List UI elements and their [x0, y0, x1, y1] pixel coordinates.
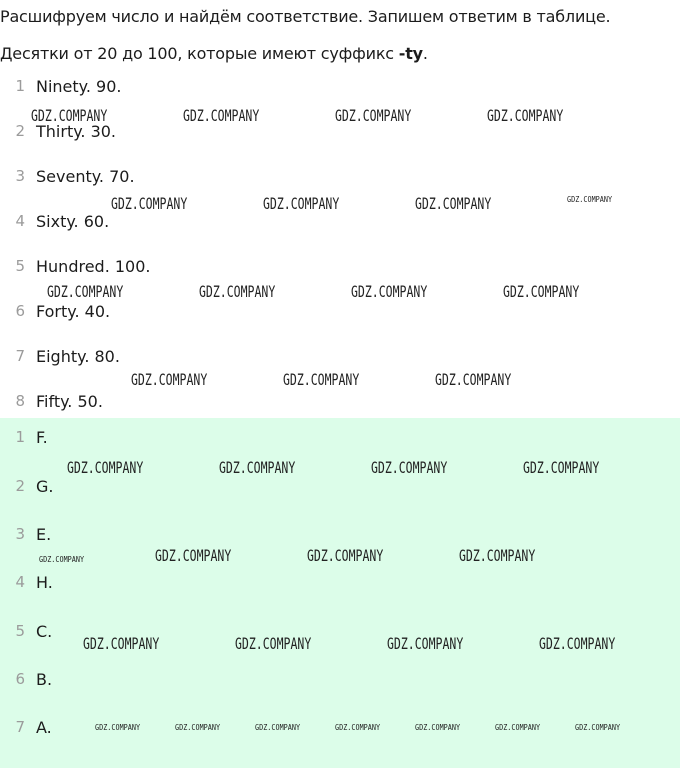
- answer-letter: G.: [36, 476, 54, 496]
- list-item: [0, 300, 110, 322]
- watermark: GDZ.COMPANY: [95, 723, 141, 732]
- row-text: Eighty. 80.: [36, 346, 120, 366]
- watermark: GDZ.COMPANY: [415, 723, 461, 732]
- watermark: GDZ.COMPANY: [495, 723, 541, 732]
- watermark: GDZ.COMPANY: [235, 634, 312, 653]
- row-number: 2: [15, 122, 25, 140]
- row-text: Fifty. 50.: [36, 391, 103, 411]
- answer-item: [0, 716, 52, 738]
- row-text: Ninety. 90.: [36, 76, 122, 96]
- task-instruction: Расшифруем число и найдём соответствие. Запишем ответим в таблице.: [0, 7, 611, 26]
- watermark: GDZ.COMPANY: [175, 723, 221, 732]
- row-number: 7: [15, 347, 25, 365]
- list-item: [0, 390, 103, 412]
- answer-letter: F.: [36, 427, 48, 447]
- watermark: GDZ.COMPANY: [435, 370, 512, 389]
- row-text: Hundred. 100.: [36, 256, 151, 276]
- watermark: GDZ.COMPANY: [255, 723, 301, 732]
- watermark: GDZ.COMPANY: [39, 555, 85, 564]
- row-text: Forty. 40.: [36, 301, 111, 321]
- watermark: GDZ.COMPANY: [539, 634, 616, 653]
- list-item: [0, 165, 135, 187]
- list-item: [0, 255, 151, 277]
- answer-letter: C.: [36, 621, 53, 641]
- answer-letter: A.: [36, 717, 52, 737]
- row-text: Sixty. 60.: [36, 211, 110, 231]
- list-item: [0, 345, 120, 367]
- row-number: 4: [15, 212, 25, 230]
- answer-number: 4: [15, 573, 25, 591]
- watermark: GDZ.COMPANY: [335, 106, 412, 125]
- answer-letter: B.: [36, 669, 53, 689]
- watermark: GDZ.COMPANY: [83, 634, 160, 653]
- watermark: GDZ.COMPANY: [263, 194, 340, 213]
- watermark: GDZ.COMPANY: [387, 634, 464, 653]
- subtitle-period: .: [422, 44, 428, 63]
- answer-number: 6: [15, 670, 25, 688]
- watermark: GDZ.COMPANY: [335, 723, 381, 732]
- list-item: [0, 75, 121, 97]
- row-number: 6: [15, 302, 25, 320]
- row-text: Thirty. 30.: [36, 121, 117, 141]
- answer-item: [0, 571, 53, 593]
- row-number: 3: [15, 167, 25, 185]
- watermark: GDZ.COMPANY: [415, 194, 492, 213]
- watermark: GDZ.COMPANY: [307, 546, 384, 565]
- watermark: GDZ.COMPANY: [487, 106, 564, 125]
- answer-item: [0, 523, 51, 545]
- watermark: GDZ.COMPANY: [575, 723, 621, 732]
- watermark: GDZ.COMPANY: [523, 458, 600, 477]
- answer-item: [0, 475, 53, 497]
- answer-item: [0, 426, 48, 448]
- watermark: GDZ.COMPANY: [351, 282, 428, 301]
- watermark: GDZ.COMPANY: [567, 195, 613, 204]
- row-number: 1: [15, 77, 25, 95]
- watermark: GDZ.COMPANY: [67, 458, 144, 477]
- watermark: GDZ.COMPANY: [155, 546, 232, 565]
- answer-number: 3: [15, 525, 25, 543]
- watermark: GDZ.COMPANY: [503, 282, 580, 301]
- task-subtitle: [0, 43, 428, 65]
- watermark: GDZ.COMPANY: [371, 458, 448, 477]
- answer-letter: H.: [36, 572, 53, 592]
- watermark: GDZ.COMPANY: [47, 282, 124, 301]
- watermark: GDZ.COMPANY: [283, 370, 360, 389]
- row-text: Seventy. 70.: [36, 166, 135, 186]
- subtitle-text: Десятки от 20 до 100, которые имеют суффикс: [0, 44, 399, 63]
- answer-number: 1: [15, 428, 25, 446]
- watermark: GDZ.COMPANY: [219, 458, 296, 477]
- suffix-bold: -ty: [398, 44, 423, 63]
- watermark: GDZ.COMPANY: [131, 370, 208, 389]
- watermark: GDZ.COMPANY: [199, 282, 276, 301]
- answer-number: 7: [15, 718, 25, 736]
- watermark: GDZ.COMPANY: [183, 106, 260, 125]
- row-number: 8: [15, 392, 25, 410]
- answer-number: 5: [15, 622, 25, 640]
- list-item: [0, 210, 109, 232]
- answer-letter: E.: [36, 524, 52, 544]
- row-number: 5: [15, 257, 25, 275]
- watermark: GDZ.COMPANY: [459, 546, 536, 565]
- answer-number: 2: [15, 477, 25, 495]
- watermark: GDZ.COMPANY: [111, 194, 188, 213]
- answer-item: [0, 620, 52, 642]
- watermark: GDZ.COMPANY: [31, 106, 108, 125]
- answer-item: [0, 668, 52, 690]
